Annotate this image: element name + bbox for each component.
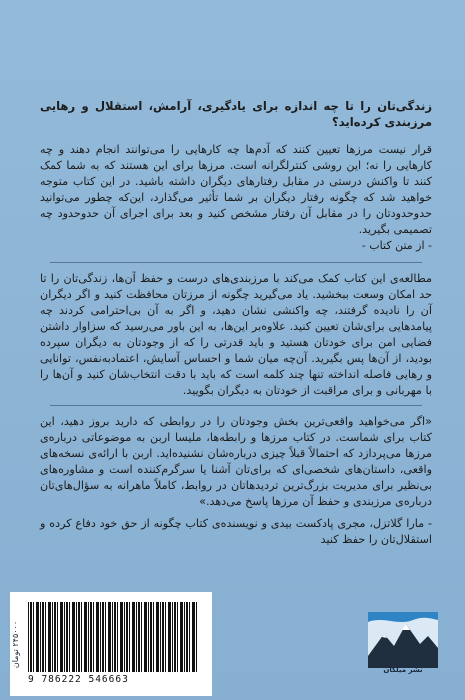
publisher-logo xyxy=(368,612,438,682)
back-cover-text xyxy=(40,98,432,548)
endorsement-attribution: - مارا گلاتزل، مجری پادکست بیدی و نویسنده‌ی کتاب چگونه از حق خود دفاع کرده و استقلال‌تان را حفظ کنید xyxy=(40,517,432,546)
mountain-icon xyxy=(368,612,438,668)
isbn-barcode-panel xyxy=(10,592,212,696)
price-label: ۲۴۵۰۰۰ تومان xyxy=(11,620,21,669)
barcode xyxy=(28,602,198,672)
excerpt-source: - از متن کتاب - xyxy=(361,239,432,252)
description-paragraph: مطالعه‌ی این کتاب کمک می‌کند با مرزبندی‌های درست و حفظ آن‌ها، زندگی‌تان را تا حد امکان وسعت ببخشید. یاد می‌گیرید چگونه از مرزتان محافظت کنید و اگر دیگران آن را نادیده گرفتند، چه واکنشی نشان دهید، و اگر به آن بی‌احترامی کردند چه پیامدهایی برای‌شان تعیین کنید. علاوه‌بر این‌ها، به این باور می‌رسید که سزاوار داشتن فضایی امن برای خودتان هستید و باید قدرتی را که از وجودتان به دیگران سپرده بودید، از آن‌ها پس بگیرید. آن‌چه میان شما و احساس آسایش، اعتمادبه‌نفس، توانایی و رهایی فاصله انداخته تنها چند کلمه است که باید با دقت انتخاب‌شان کنید و آن‌ها را با مهربانی و برای مراقبت از خودتان به دیگران بگویید. xyxy=(40,272,432,397)
excerpt-paragraph: قرار نیست مرزها تعیین کنند که آدم‌ها چه کارهایی را می‌توانند انجام دهند و چه کارهایی را نه؛ این روشی کنترلگرانه است. مرزها برای این هستند که به شما کمک کنند تا واکنش درستی در مقابل رفتارهای دیگران داشته باشید. در این کتاب متوجه خواهید شد که چگونه رفتار دیگران بر شما تأثیر می‌گذارد، این‌که چطور می‌توانید حدوحدودتان را در مقابل آن رفتار مشخص کنید و بعد برای اجرای آن حدوحدود چه تصمیمی بگیرید. xyxy=(40,143,432,236)
isbn-digits: 9 786222 546663 xyxy=(28,674,129,685)
divider xyxy=(50,262,422,263)
publisher-name: نشر میلکان xyxy=(383,666,423,674)
cover-footer xyxy=(0,578,465,700)
endorsement-quote: «اگر می‌خواهید واقعی‌ترین بخش وجودتان را در روابطی که دارید بروز دهید، این کتاب برای شماست. در کتاب مرزها و رابطه‌ها، ملیسا اربن به موضوعاتی درباره‌ی مرزها می‌پردازد که احتمالاً قبلاً چیزی درباره‌شان نشنیده‌اید. اربن با ارائه‌ی نسخه‌های واقعی، داستان‌های شخصی‌ای که برای‌تان آشنا یا سرگرم‌کننده است و مشاوره‌های بی‌نظیر برای مدیریت بزرگ‌ترین تردیدهاتان در روابط، کاملاً ماهرانه به سؤال‌های‌تان درباره‌ی مرزبندی و حفظ آن مرزها پاسخ می‌دهد.» xyxy=(40,415,432,508)
divider xyxy=(50,405,422,406)
cover-heading: زندگی‌تان را تا چه اندازه برای یادگیری، آرامش، استقلال و رهایی مرزبندی کرده‌اید؟ xyxy=(40,99,432,129)
